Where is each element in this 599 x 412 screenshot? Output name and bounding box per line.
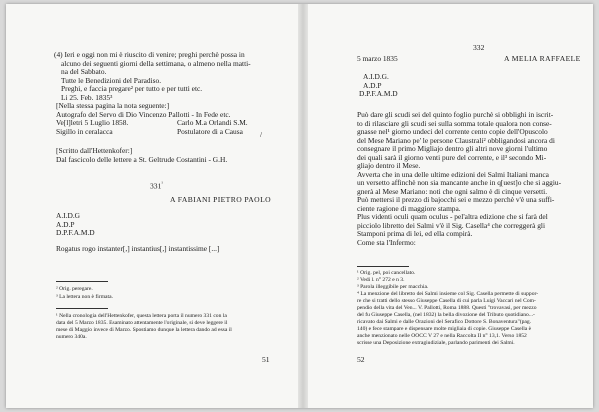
text-line: Ve[l]letri 5 Luglio 1858. [56,118,129,127]
heading-line: D.P.F.A.M.D [359,89,398,98]
text-line: Li 25. Feb. 1835³ [61,92,113,102]
text-line: gliajo dentro il Mese. [357,161,421,170]
footnote: ² Vedi l. n° 272 e n 3. [357,277,405,283]
right-page [308,4,593,408]
footnote: re che si tratti dello stesso Giuseppe Casella di cui parla Luigi Vaccari nel Com- [357,298,536,304]
text-line: Stamponi prima di lei, ed ella compirà. [357,229,473,238]
footnote: mese di Maggio invece di Marzo. Spostiamo dunque la lettera dando ad essa il [56,327,232,333]
heading-line: A.I.D.G [56,211,81,220]
letter-recipient: A FABIANI PIETRO PAOLO [170,195,271,204]
footnote-rule [56,281,108,282]
text-line: na del Sabbato. [61,67,107,76]
text-line: Può dare gli scudi sei del quinto foglio purchè si obblighi in iscrit- [357,110,554,119]
letter-recipient: A MELIA RAFFAELE [504,54,581,63]
text-line: Plus videnti oculi quam oculus - pel'altra edizione che si farà del [357,212,548,221]
text-line: picciolo libretto dei Salmi v'è il Sig. Casella⁴ che correggerà gli [357,220,546,230]
text-line: (4) Ieri e oggi non mi è riuscito di venire; preghi perchè possa in [54,50,245,59]
text-line: Autografo del Servo di Dio Vincenzo Pallotti - In Fede etc. [56,109,231,119]
text-line: dei quali sarà il giorno venti pure del corrente, e il³ secondo Mi- [357,152,547,162]
footnote: numero 340a. [56,334,87,340]
footnote-rule [56,308,108,309]
signature-mark: / [260,130,263,139]
text-line: Come sta l'Infermo: [357,237,416,247]
footnote-rule [357,266,409,267]
footnote: ¹ Nella cronologia dell'Hettenkofer, questa lettera porta il numero 331 con la [56,313,227,319]
footnote: data del 5 Marzo 1835. Esaminato attentamente l'originale, si deve leggere il [56,320,228,326]
heading-line: A.I.D.G. [363,72,389,81]
footnote: ¹ Orig. pel, poi cancellato. [357,270,416,276]
text-line: gnerà al Mese Mariano: noti che ogni salmo è di cinque versetti. [357,186,548,196]
heading-line: D.P.F.A.M.D [56,228,95,237]
text-line: [Scritto dall'Hettenkofer:] [56,146,133,155]
footnote: ⁴ La menzione del libretto dei Salmi insieme col Sig. Casella permette di suppor- [357,291,539,297]
text-line: [Nella stessa pagina la nota seguente:] [56,101,170,110]
text-line: to di rilasciare gli scudi sei sulla somma totale qualora non conse- [357,118,552,128]
text-line: consegnare il primo Migliajo dentro gli altri nove giorni l'ultimo [357,144,548,153]
text-line: alcuno dei seguenti giorni della settimana, o almeno nella matti- [61,58,251,68]
footnote: ² Orig. peregare. [56,286,93,292]
letter-date: 5 marzo 1835 [357,54,398,63]
text-line: Preghi, e faccia pregare² per tutto e per tutti etc. [61,84,203,93]
page-number: 52 [357,355,365,364]
footnote: scrisse una Deposizione extragiudiziale, parlando parimenti dei Salmi. [357,340,515,346]
footnote: ricavato dai Salmi e dalle Orazioni del Serafico Dottore S. Bonaventura"(pag. [357,319,532,325]
footnote: ³ La lettera non è firmata. [56,294,113,300]
footnote: anche menzionato nelle OOCC V 27 e nella Raccolta II n° 13,1. Verso 1852 [357,333,527,339]
text-line: Tutte le Benedizioni del Paradiso. [61,75,162,85]
letter-number: 332 [473,43,485,52]
signature-name: Carlo M.a Orlandi S.M. [177,118,248,127]
signature-role: Postulatore di a Causa [177,126,243,136]
heading-line: A.D.P [363,80,382,90]
footnote: del fu Giuseppe Casella, (nel 1832) la bella divozione del Tributo quotidiano...- [357,312,535,318]
heading-line: A.D.P [56,219,75,229]
letter-number: $331^{^1}$ [150,181,163,191]
text-line: Avverta che in una delle ultime edizioni dei Salmi Italiani manca [357,169,549,179]
footnote: ³ Parola illeggibile per macchia. [357,284,429,290]
text-line: ciente ragione di maggiore stampa. [357,203,461,213]
page-number: 51 [262,355,270,364]
text-line: Può mettersi il prezzo di bajocchi sei e mezzo perchè v'è una suffi- [357,195,555,204]
text-line: del Mese Mariano pe' le persone Claustrali² obbligandosi ancora di [357,135,555,145]
left-page [6,4,298,408]
footnote: 140) e fece stampare e dispensare molte migliaia di copie. Giuseppe Casella è [357,326,532,332]
text-line: gnasse nel¹ giorno undeci del corrente cento copie dell'Opuscolo [357,127,548,136]
book-gutter [298,4,308,408]
text-line: Dal fascicolo delle lettere a St. Geltrude Costantini - G.H. [56,154,228,164]
book-spread [6,4,593,408]
footnote: pendio della vita del Ven... V. Pallotti, Roma 1888. Questi "trovavasi, per mezzo [357,305,537,311]
text-line: un versetto affinchè non sia mancante anche in q[uest]o che si aggiu- [357,178,562,187]
letter-body: Rogatus rogo instanter[,] instantius[,] instantissime [...] [56,244,220,253]
text-line: Sigillo in ceralacca [56,126,113,136]
